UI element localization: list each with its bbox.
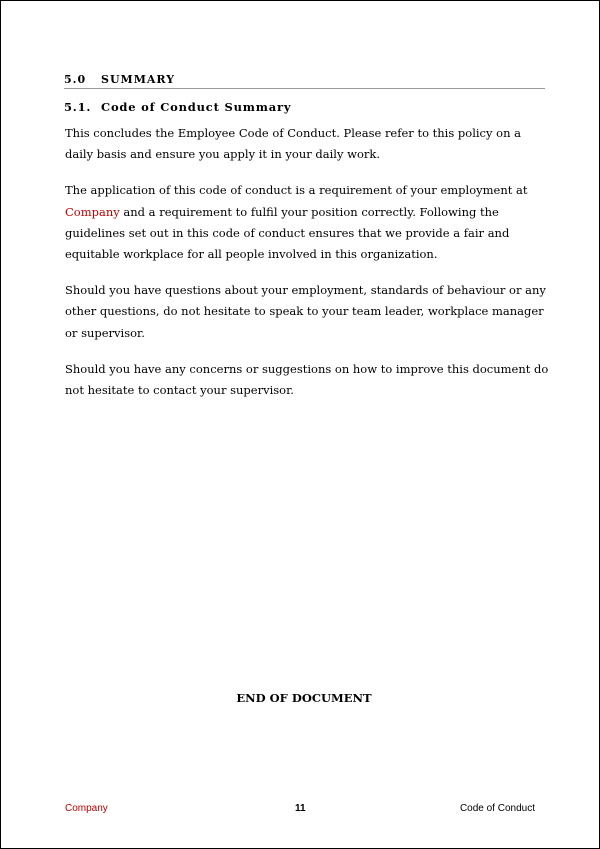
page-footer (65, 802, 535, 816)
section-number: 5.0 (64, 73, 87, 86)
body-text (65, 123, 550, 416)
end-of-document: END OF DOCUMENT (236, 691, 372, 705)
subsection-heading (64, 100, 291, 115)
paragraph-conclusion: This concludes the Employee Code of Conduct. Please refer to this policy on a daily basis and ensure you apply it in your daily work. (65, 126, 521, 162)
section-title: SUMMARY (101, 73, 176, 86)
paragraph-requirement-start: The application of this code of conduct is a requirement of your employment at (65, 183, 528, 198)
paragraph-requirement (65, 180, 550, 265)
footer-document-title: Code of Conduct (459, 803, 535, 814)
paragraph-concerns: Should you have any concerns or suggestions on how to improve this document do not hesitate to contact your supervisor. (65, 361, 549, 398)
paragraph-questions: Should you have questions about your employment, standards of behaviour or any other questions, do not hesitate to speak to your team leader, workplace manager or supervisor. (65, 283, 546, 340)
footer-page-number: 11 (295, 803, 306, 814)
subsection-title: Code of Conduct Summary (101, 100, 292, 114)
footer-company: Company (65, 803, 108, 814)
paragraph-requirement-end: and a requirement to fulfil your position correctly. Following the guidelines set out in this code of conduct ensures that we provide a fair and equitable workplace for all people involved in this organization. (65, 204, 510, 262)
section-heading (64, 73, 545, 89)
subsection-number: 5.1. (64, 100, 92, 114)
company-placeholder: Company (65, 204, 120, 219)
